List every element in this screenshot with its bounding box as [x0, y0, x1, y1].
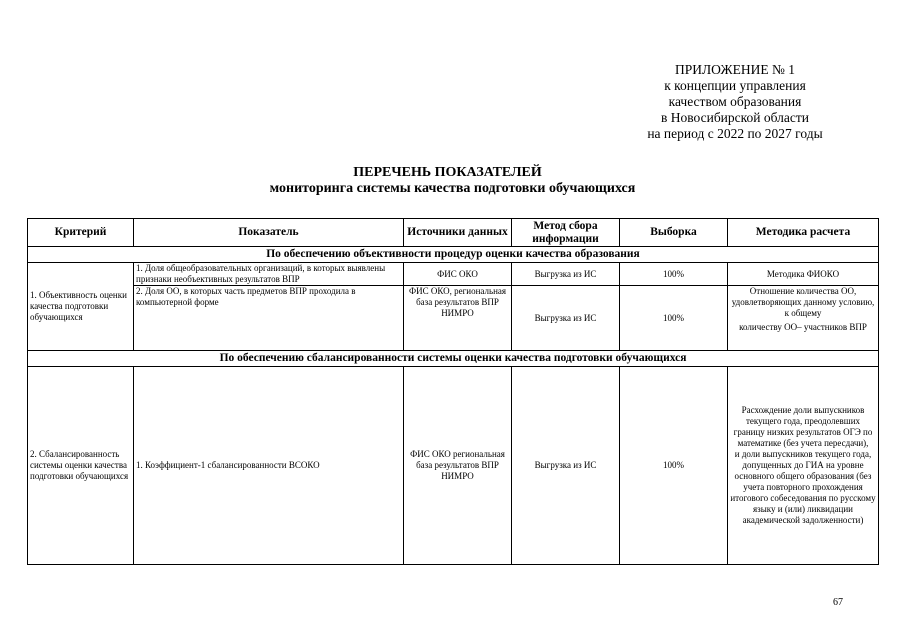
- calculation-part: Отношение количества ОО, удовлетворяющих данному условию, к общему: [731, 286, 875, 318]
- appendix-line: качеством образования: [668, 94, 802, 109]
- table-header-row: [28, 219, 879, 247]
- appendix-header: [600, 62, 870, 142]
- page-number: 67: [833, 597, 843, 608]
- calculation-part: Расхождение доли выпускников текущего года, преодолевших границу низких результатов ОГЭ по математике (без учета пересдачи),: [733, 405, 873, 448]
- document-title: [0, 165, 905, 197]
- header-sample: Выборка: [620, 219, 728, 247]
- calculation-cell: Методика ФИОКО: [728, 263, 879, 286]
- criterion-cell: 1. Объективность оценки качества подготовки обучающихся: [28, 263, 134, 351]
- criterion-cell: 2. Сбалансированность системы оценки качества подготовки обучающихся: [28, 367, 134, 565]
- appendix-line: ПРИЛОЖЕНИЕ № 1: [674, 62, 796, 77]
- header-criterion: Критерий: [28, 219, 134, 247]
- table-row: [28, 367, 879, 565]
- source-cell: ФИС ОКО региональная база результатов ВПР НИМРО: [404, 367, 512, 565]
- section-title-2: По обеспечению сбалансированности системы оценки качества подготовки обучающихся: [28, 351, 879, 367]
- calculation-part: и доли выпускников текущего года, допущенных до ГИА на уровне основного общего образования (без учета повторного прохождения итогового собеседования по русскому языку и (или) ликвидации академической задолженности): [730, 449, 876, 525]
- section-title-1: По обеспечению объективности процедур оценки качества образования: [28, 247, 879, 263]
- source-cell: ФИС ОКО, региональная база результатов ВПР НИМРО: [404, 286, 512, 351]
- title-line-2: мониторинга системы качества подготовки обучающихся: [269, 181, 636, 196]
- indicator-cell: 1. Коэффициент-1 сбалансированности ВСОКО: [134, 367, 404, 565]
- section-row: [28, 351, 879, 367]
- appendix-line: в Новосибирской области: [660, 110, 810, 125]
- sample-cell: 100%: [620, 263, 728, 286]
- header-sources: Источники данных: [404, 219, 512, 247]
- appendix-line: на период с 2022 по 2027 годы: [647, 126, 823, 141]
- source-cell: ФИС ОКО: [404, 263, 512, 286]
- indicators-table: [27, 218, 879, 565]
- calculation-part: количеству ОО– участников ВПР: [739, 322, 867, 332]
- method-cell: Выгрузка из ИС: [512, 286, 620, 351]
- indicator-cell: 2. Доля ОО, в которых часть предметов ВПР проходила в компьютерной форме: [134, 286, 404, 351]
- sample-cell: 100%: [620, 286, 728, 351]
- section-row: [28, 247, 879, 263]
- sample-cell: 100%: [620, 367, 728, 565]
- table-row: [28, 263, 879, 286]
- table-row: [28, 286, 879, 351]
- appendix-line: к концепции управления: [664, 78, 806, 93]
- indicator-cell: 1. Доля общеобразовательных организаций, в которых выявлены признаки необъективных результатов ВПР: [134, 263, 404, 286]
- header-indicator: Показатель: [134, 219, 404, 247]
- title-line-1: ПЕРЕЧЕНЬ ПОКАЗАТЕЛЕЙ: [353, 165, 542, 180]
- calculation-cell: [728, 286, 879, 351]
- method-cell: Выгрузка из ИС: [512, 367, 620, 565]
- calculation-cell: [728, 367, 879, 565]
- header-calculation: Методика расчета: [728, 219, 879, 247]
- method-cell: Выгрузка из ИС: [512, 263, 620, 286]
- header-method: Метод сбора информации: [512, 219, 620, 247]
